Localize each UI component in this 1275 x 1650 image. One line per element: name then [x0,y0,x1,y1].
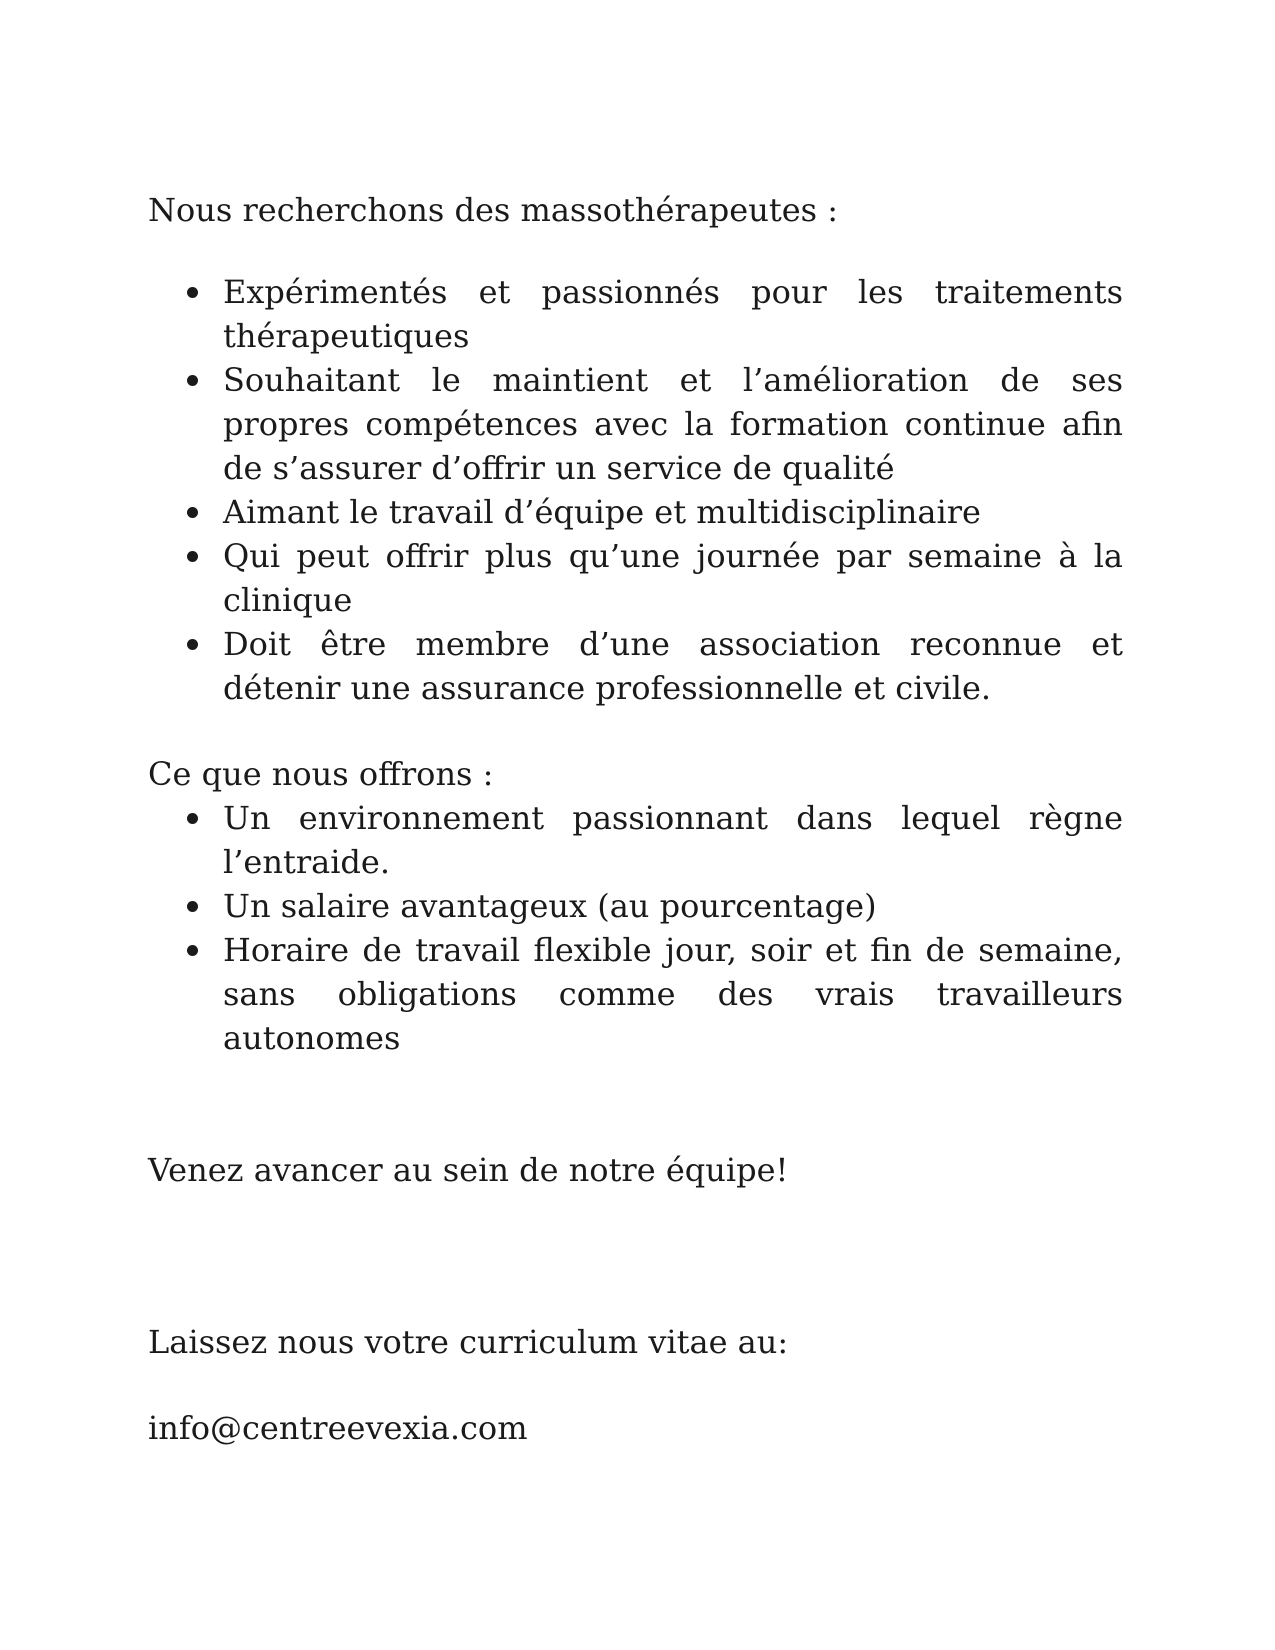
list-item-text: Horaire de travail flexible jour, soir et fin de semaine, sans obligations comme des vrais travailleurs autonomes [223,931,1123,1057]
offers-list [148,796,1123,1060]
list-item [148,928,1123,1060]
list-item-text: Qui peut offrir plus qu’une journée par semaine à la clinique [223,537,1123,619]
bullet-icon [187,901,198,912]
bullet-icon [187,507,198,518]
list-item [148,270,1123,358]
list-item [148,884,1123,928]
requirements-list [148,270,1123,710]
list-item-text: Doit être membre d’une association reconnue et détenir une assurance professionnelle et civile. [223,625,1123,707]
offer-heading: Ce que nous offrons : [148,755,494,793]
call-to-action: Venez avancer au sein de notre équipe! [148,1151,789,1189]
bullet-icon [187,287,198,298]
list-item [148,490,1123,534]
list-item-text: Souhaitant le maintient et l’amélioration de ses propres compétences avec la formation continue afin de s’assurer d’offrir un service de qualité [223,361,1123,487]
list-item [148,796,1123,884]
bullet-icon [187,813,198,824]
contact-email: info@centreevexia.com [148,1409,528,1447]
intro-text: Nous recherchons des massothérapeutes : [148,191,838,229]
bullet-icon [187,639,198,650]
bullet-icon [187,375,198,386]
list-item [148,358,1123,490]
list-item-text: Un salaire avantageux (au pourcentage) [223,887,877,925]
list-item [148,622,1123,710]
list-item [148,534,1123,622]
document-page [148,188,1123,1450]
bullet-icon [187,551,198,562]
cv-prompt: Laissez nous votre curriculum vitae au: [148,1323,789,1361]
list-item-text: Aimant le travail d’équipe et multidisciplinaire [223,493,981,531]
list-item-text: Un environnement passionnant dans lequel règne l’entraide. [223,799,1123,881]
bullet-icon [187,945,198,956]
list-item-text: Expérimentés et passionnés pour les traitements thérapeutiques [223,273,1123,355]
